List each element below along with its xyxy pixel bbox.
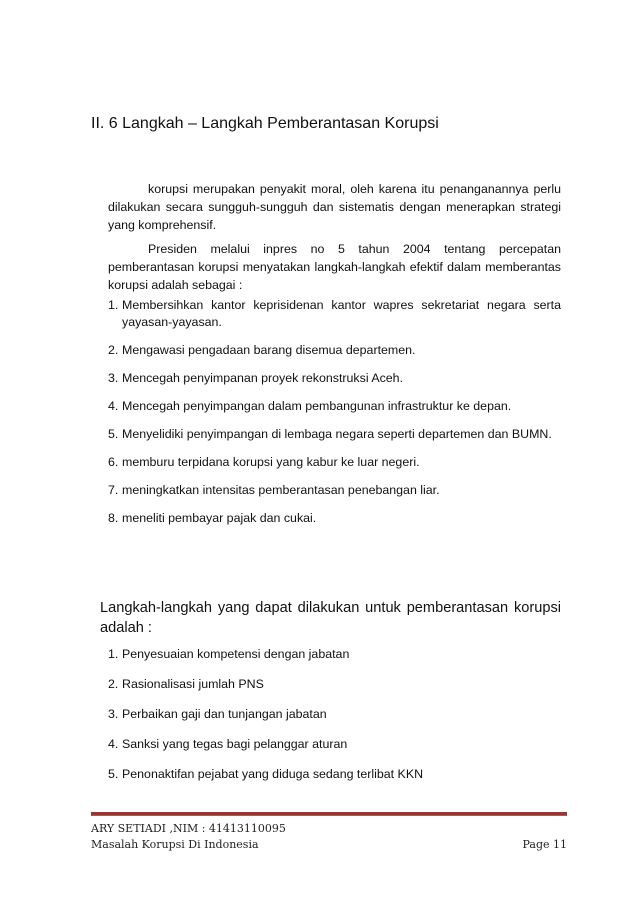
list-item — [108, 676, 561, 693]
list-item — [108, 297, 561, 331]
list-text: Penyesuaian kompetensi dengan jabatan — [122, 647, 350, 661]
list-item — [108, 342, 561, 359]
list-number: 5. — [108, 427, 119, 441]
list-text: Mencegah penyimpanan proyek rekonstruksi Aceh. — [122, 371, 404, 385]
paragraph-intro: korupsi merupakan penyakit moral, oleh karena itu penanganannya perlu dilakukan secara sungguh-sungguh dan sistematis dengan menerapkan strategi yang komprehensif. — [108, 182, 561, 232]
page-footer — [91, 821, 567, 853]
list-text: Membersihkan kantor keprisidenan kantor wapres sekretariat negara serta yayasan-yayasan. — [122, 298, 561, 329]
section-heading: II. 6 Langkah – Langkah Pemberantasan Korupsi — [91, 115, 439, 132]
paragraph-inpres: Presiden melalui inpres no 5 tahun 2004 tentang percepatan pemberantasan korupsi menyatakan langkah-langkah efektif dalam memberantas korupsi adalah sebagai : — [108, 242, 561, 292]
footer-divider — [91, 812, 567, 816]
list-item — [108, 398, 561, 415]
list-text: memburu terpidana korupsi yang kabur ke luar negeri. — [122, 455, 420, 469]
list-inpres-steps — [108, 297, 561, 527]
footer-page-number: Page 11 — [522, 838, 567, 851]
list-item — [108, 426, 561, 443]
list-item — [108, 454, 561, 471]
list-text: Sanksi yang tegas bagi pelanggar aturan — [122, 737, 348, 751]
list-number: 4. — [108, 399, 119, 413]
list-item — [108, 766, 561, 783]
subheading-steps: Langkah-langkah yang dapat dilakukan untuk pemberantasan korupsi adalah : — [100, 600, 561, 636]
list-item — [108, 736, 561, 753]
list-number: 2. — [108, 677, 119, 691]
list-number: 1. — [108, 647, 119, 661]
list-number: 1. — [108, 298, 119, 312]
footer-row — [91, 837, 567, 853]
list-number: 2. — [108, 343, 119, 357]
list-number: 6. — [108, 455, 119, 469]
list-text: Menyelidiki penyimpangan di lembaga negara seperti departemen dan BUMN. — [122, 427, 552, 441]
list-text: Mengawasi pengadaan barang disemua departemen. — [122, 343, 416, 357]
list-number: 3. — [108, 707, 119, 721]
footer-document-title: Masalah Korupsi Di Indonesia — [91, 838, 259, 851]
list-item — [108, 370, 561, 387]
list-text: meningkatkan intensitas pemberantasan penebangan liar. — [122, 483, 440, 497]
list-number: 3. — [108, 371, 119, 385]
list-number: 8. — [108, 511, 119, 525]
list-number: 5. — [108, 767, 119, 781]
list-text: Rasionalisasi jumlah PNS — [122, 677, 264, 691]
list-text: meneliti pembayar pajak dan cukai. — [122, 511, 317, 525]
list-item — [108, 510, 561, 527]
list-text: Perbaikan gaji dan tunjangan jabatan — [122, 707, 327, 721]
list-number: 7. — [108, 483, 119, 497]
list-number: 4. — [108, 737, 119, 751]
list-item — [108, 482, 561, 499]
list-text: Mencegah penyimpangan dalam pembangunan infrastruktur ke depan. — [122, 399, 512, 413]
list-item — [108, 646, 561, 663]
footer-author: ARY SETIADI ,NIM : 41413110095 — [91, 822, 286, 835]
list-anti-corruption-steps — [108, 646, 561, 783]
list-text: Penonaktifan pejabat yang diduga sedang terlibat KKN — [122, 767, 424, 781]
list-item — [108, 706, 561, 723]
